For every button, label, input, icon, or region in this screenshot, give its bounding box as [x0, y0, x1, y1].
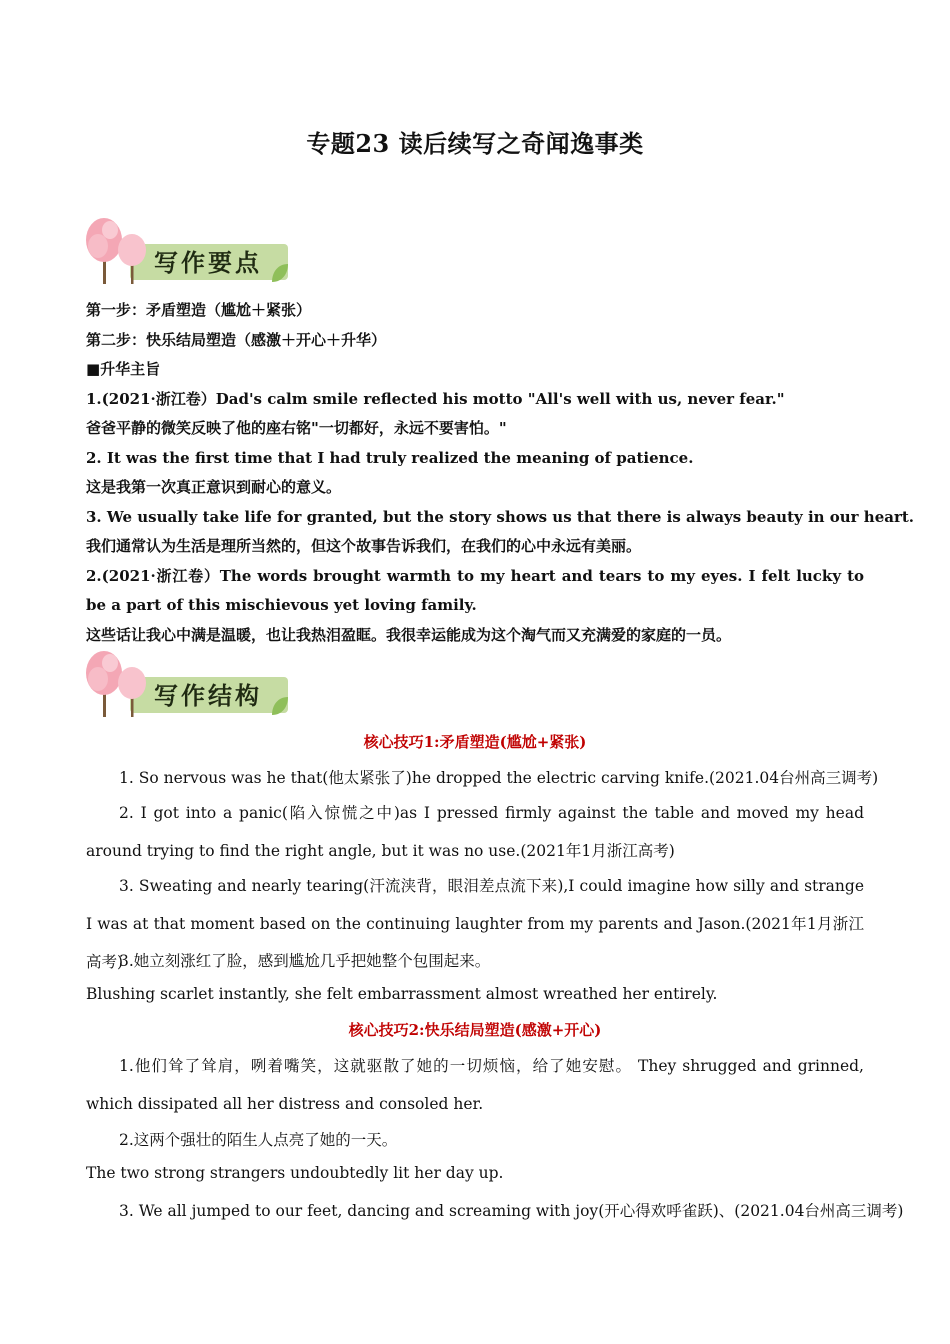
leaf-icon: [270, 262, 290, 284]
skill-1-para-4-zh: 3.她立刻涨红了脸，感到尴尬几乎把她整个包围起来。: [119, 952, 491, 970]
example-2-en: 2. It was the first time that I had truly realized the meaning of patience.: [86, 448, 694, 467]
blossom-tree-icon: [84, 212, 154, 286]
section-banner-structure: [84, 645, 294, 719]
example-3-zh: 我们通常认为生活是理所当然的，但这个故事告诉我们，在我们的心中永远有美丽。: [86, 537, 642, 555]
leaf-icon: [270, 695, 290, 717]
example-1-en: 1.(2021·浙江卷）Dad's calm smile reflected his motto "All's well with us, never fear.": [86, 389, 785, 408]
skill-1-para-1: 1. So nervous was he that(他太紧张了)he dropped the electric carving knife.(2021.04台州高三调考): [119, 769, 879, 787]
skill-2-heading: 核心技巧2:快乐结局塑造(感激+开心): [348, 1021, 602, 1039]
banner-label: 写作结构: [154, 682, 262, 710]
skill-2-para-3: 3. We all jumped to our feet, dancing and screaming with joy(开心得欢呼雀跃)、(2021.04台州高三调考): [119, 1202, 904, 1220]
skill-1-para-3: 3. Sweating and nearly tearing(汗流浃背，眼泪差点流下来),I could imagine how silly and strange I was at that moment based on the continuing laughter from my parents and Jason.(2021年1月浙江高考): [86, 877, 864, 971]
skill-2-para-1: 1.他们耸了耸肩，咧着嘴笑，这就驱散了她的一切烦恼，给了她安慰。 They shrugged and grinned, which dissipated all her distress and consoled her.: [86, 1057, 864, 1113]
page-title: 专题23 读后续写之奇闻逸事类: [306, 129, 644, 158]
skill-1-para-2: 2. I got into a panic(陷入惊慌之中)as I pressed firmly against the table and moved my head around trying to find the right angle, but it was no use.(2021年1月浙江高考): [86, 804, 864, 860]
example-2-zh: 这是我第一次真正意识到耐心的意义。: [86, 478, 342, 496]
step-1: 第一步：矛盾塑造（尴尬＋紧张）: [86, 301, 312, 319]
skill-1-para-4-en: Blushing scarlet instantly, she felt embarrassment almost wreathed her entirely.: [86, 985, 718, 1003]
example-4-en: 2.(2021·浙江卷）The words brought warmth to my heart and tears to my eyes. I felt lucky to be a part of this mischievous yet loving family.: [86, 566, 864, 614]
writing-points-block: [86, 296, 915, 650]
example-4-zh: 这些话让我心中满是温暖，也让我热泪盈眶。我很幸运能成为这个淘气而又充满爱的家庭的一员。: [86, 625, 732, 644]
skill-2-para-2-en: The two strong strangers undoubtedly lit her day up.: [86, 1164, 504, 1182]
blossom-tree-icon: [84, 645, 154, 719]
example-3-en: 3. We usually take life for granted, but the story shows us that there is always beauty in our heart.: [86, 507, 915, 526]
section-banner-points: [84, 212, 294, 286]
sublimate-heading: ■升华主旨: [86, 360, 161, 378]
example-1-zh: 爸爸平静的微笑反映了他的座右铭"一切都好，永远不要害怕。": [86, 419, 507, 437]
step-2: 第二步：快乐结局塑造（感激＋开心＋升华）: [86, 330, 387, 349]
skill-1-heading: 核心技巧1:矛盾塑造(尴尬+紧张): [363, 733, 587, 751]
skill-2-para-2-zh: 2.这两个强壮的陌生人点亮了她的一天。: [119, 1131, 398, 1149]
banner-label: 写作要点: [154, 249, 262, 277]
